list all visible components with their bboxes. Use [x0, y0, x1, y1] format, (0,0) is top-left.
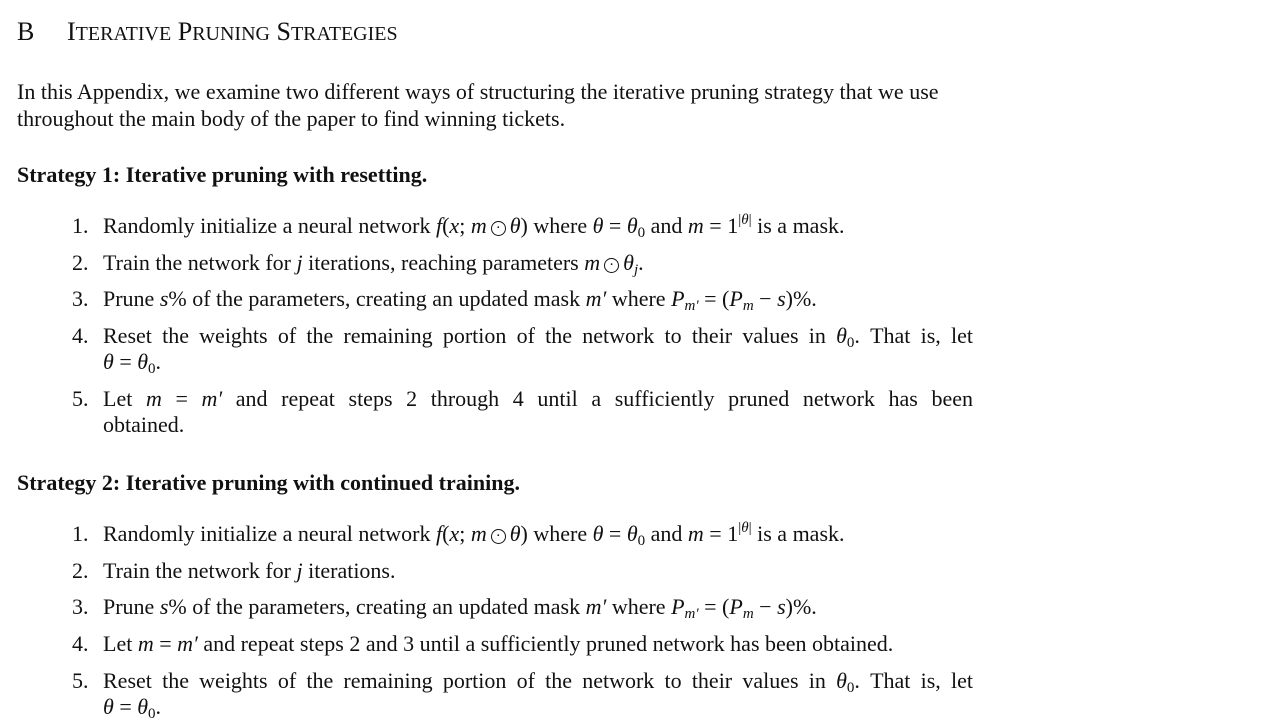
step-text: Prune s% of the parameters, creating an updated mask m′ where $P_{m'} = (P_m - s)\%$. [103, 286, 817, 314]
step-number: 2. [72, 250, 89, 275]
step-number: 1. [72, 521, 89, 546]
strategy-1-title: Strategy 1: Iterative pruning with resetting. [17, 162, 428, 187]
step-number: 3. [72, 594, 89, 619]
step-text: Let m = m′ and repeat steps 2 and 3 until a sufficiently pruned network has been obtained. [103, 631, 894, 656]
step-number: 2. [72, 558, 89, 583]
step-text: Randomly initialize a neural network f(x; m · θ) where $\theta = \theta_0$ and $m = 1^{|\theta|}$ is a mask. [103, 212, 845, 241]
intro-paragraph: In this Appendix, we examine two different ways of structuring the iterative pruning strategy that we use throughout the main body of the paper to find winning tickets. [17, 79, 939, 131]
strategy-1-step-3 [72, 286, 973, 314]
strategy-2-step-5 [72, 668, 973, 722]
strategy-2-step-4 [72, 631, 973, 657]
step-text: Prune s% of the parameters, creating an updated mask m′ where $P_{m'} = (P_m - s)\%$. [103, 594, 817, 622]
step-number: 3. [72, 286, 89, 311]
step-text: Reset the weights of the remaining portion of the network to their values in $\theta_0$. That is, let $\theta = \theta_0$. [103, 668, 973, 722]
step-text: Let m = m′ and repeat steps 2 through 4 until a sufficiently pruned network has been obtained. [103, 386, 973, 437]
strategy-2-step-1 [72, 520, 973, 549]
strategy-1-step-1 [72, 212, 973, 241]
step-text: Randomly initialize a neural network f(x; m · θ) where $\theta = \theta_0$ and $m = 1^{|\theta|}$ is a mask. [103, 520, 845, 549]
step-number: 5. [72, 668, 89, 693]
step-number: 4. [72, 631, 89, 656]
strategy-2-step-2 [72, 558, 973, 584]
step-number: 5. [72, 386, 89, 411]
step-text: Reset the weights of the remaining portion of the network to their values in $\theta_0$. That is, let $\theta = \theta_0$. [103, 323, 973, 377]
strategy-1-step-4 [72, 323, 973, 377]
strategy-2-title: Strategy 2: Iterative pruning with continued training. [17, 470, 520, 495]
step-text: Train the network for j iterations, reaching parameters $m \cdot \theta_j$. [103, 250, 644, 278]
section-heading [17, 15, 398, 51]
step-text: Train the network for j iterations. [103, 558, 396, 583]
section-number: B [17, 17, 35, 46]
step-number: 4. [72, 323, 89, 348]
strategy-1-step-5 [72, 386, 973, 438]
step-number: 1. [72, 213, 89, 238]
section-title: ITERATIVE PRUNING STRATEGIES [67, 17, 398, 46]
strategy-2-step-3 [72, 594, 973, 622]
strategy-1-step-2 [72, 250, 973, 278]
